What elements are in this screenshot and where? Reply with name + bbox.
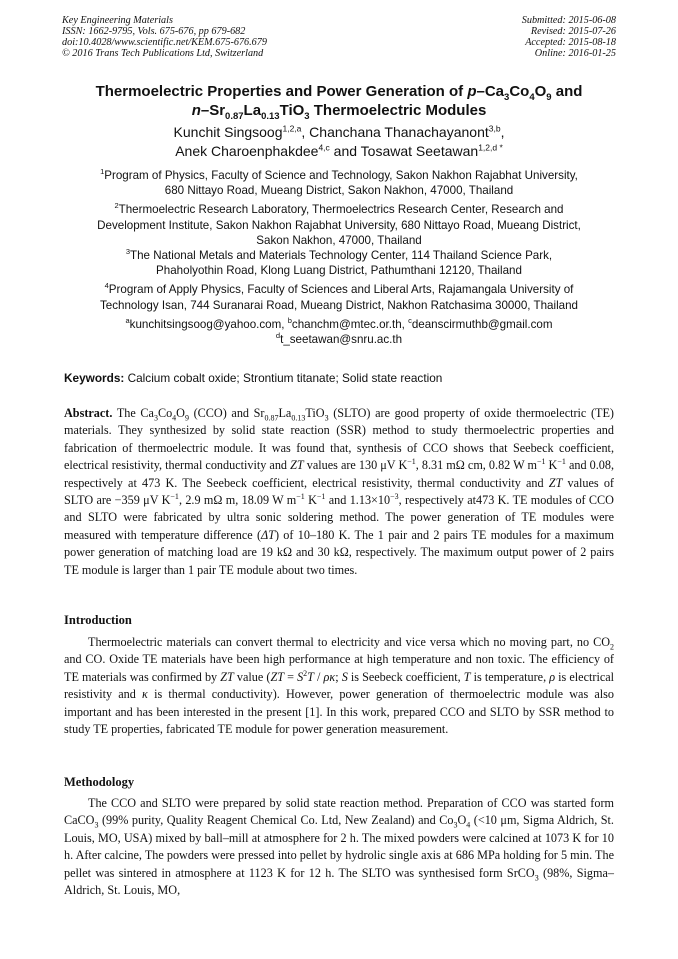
keywords-label: Keywords: (64, 371, 125, 385)
journal-name: Key Engineering Materials (62, 15, 173, 26)
submitted-date: Submitted: 2015-06-08 (521, 15, 616, 26)
journal-header (62, 15, 616, 59)
email-b[interactable]: chanchm@mtec.or.th, (291, 317, 405, 331)
keywords-text: Calcium cobalt oxide; Strontium titanate; Solid state reaction (124, 371, 443, 385)
affiliation-1: $^1$Program of Physics, Faculty of Science and Technology, Sakon Nakhon Rajabhat University, 680 Nittayo Road, Mueang District, Sakon Nakhon, 47000, Thailand (100, 167, 578, 198)
doi-line: doi:10.4028/www.scientific.net/KEM.675-676.679 (62, 37, 267, 48)
copyright-line: © 2016 Trans Tech Publications Ltd, Switzerland (62, 48, 264, 59)
author-emails: $^a$kunchitsingsoog@yahoo.com, $^b$chanchm@mtec.or.th, $^c$deanscirmuthb@gmail.com $^d$t_seetawan@snru.ac.th (125, 315, 553, 347)
paper-title: Thermoelectric Properties and Power Generation of $p-Ca_3Co_4O_9$ and $n-Sr_{0.87}La_{0.13}TiO_3$ Thermoelectric Modules (95, 83, 583, 122)
affiliation-2: $^2$Thermoelectric Research Laboratory, Thermoelectrics Research Center, Research and Development Institute, Sakon Nakhon Rajabhat University, 680 Nittayo Road, Mueang District, Sakon Nakhon, 47000, Thailand (97, 201, 581, 247)
methodology-paragraph: The CCO and SLTO were prepared by solid state reaction method. Preparation of CCO was started form CaCO$_3$ (99% purity, Quality Reagent Chemical Co. Ltd, New Zealand) and $Co_3O_4$ (<10 μm, Sigma Aldrich, St. Louis, MO, USA) mixed by ball–mill at atmosphere for 2 h. The mixed powders were calcined at 1073 K for 10 h. After calcine, The powders were pressed into pellet by hydrolic single axis at 686 MPa holding for 5 min. The pellet was sintered in atmosphere at 1123 K for 12 h. The SLTO was synthesised form SrCO$_3$ (98%, Sigma–Aldrich, St. Louis, MO, (64, 796, 615, 898)
publication-dates (522, 15, 616, 59)
accepted-date: Accepted: 2015-08-18 (525, 37, 616, 48)
abstract-label: Abstract. (64, 406, 113, 420)
email-a[interactable]: kunchitsingsoog@yahoo.com, (129, 317, 285, 331)
introduction-heading: Introduction (64, 613, 132, 627)
journal-info (62, 15, 267, 59)
email-c[interactable]: deanscirmuthb@gmail.com (411, 317, 553, 331)
issn-line: ISSN: 1662-9795, Vols. 675-676, pp 679-682 (62, 26, 246, 37)
online-date: Online: 2016-01-25 (534, 48, 616, 59)
affiliations (64, 168, 614, 347)
abstract: Abstract. The $Ca_3Co_4O_9$ (CCO) and $Sr_{0.87}La_{0.13}TiO_3$ (SLTO) are good property of oxide thermoelectric (TE) materials. They synthesized by solid state reaction (SSR) method to study thermoelectric properties and fabrication of thermoelectric module. It was found that, synthesis of CCO shows that Seebeck coefficient, electrical resistivity, thermal conductivity and ZT values are 130 μV $K^{-1}$, 8.31 mΩ cm, 0.82 W $m^{-1}$ $K^{-1}$ and 0.08, respectively at 473 K. The Seebeck coefficient, electrical resistivity, thermal conductivity and ZT values of SLTO are −359 μV $K^{-1}$, 2.9 mΩ m, 18.09 W $m^{-1}$ $K^{-1}$ and $1.13\times 10^{-3}$, respectively at473 K. TE modules of CCO and SLTO were fabricated by ultra sonic soldering method. The power generation of TE modules were measured with temperature difference (ΔT) of 10–180 K. The 1 pair and 2 pairs TE modules for a maximum power generation of matching load are 19 kΩ and 30 kΩ, respectively. The maximum output power of 2 pairs TE module is larger than 1 pair TE module about two times. (64, 406, 614, 577)
affiliation-4: $^4$Program of Apply Physics, Faculty of Sciences and Liberal Arts, Rajamangala University of Technology Isan, 744 Suranarai Road, Mueang District, Nakhon Ratchasima 30000, Thailand (100, 281, 578, 312)
methodology-heading: Methodology (64, 775, 135, 789)
affiliation-3: $^3$The National Metals and Materials Technology Center, 114 Thailand Science Park, Phaholyothin Road, Klong Luang District, Pathumthani 12120, Thailand (125, 247, 553, 278)
author-list: Kunchit Singsoog$^{1,2,a}$, Chanchana Thanachayanont$^{3,b}$, Anek Charoenphakdee$^{4,c}$ and Tosawat Seetawan$^{1,2,d *}$ (173, 123, 505, 159)
keywords (64, 371, 614, 386)
introduction-paragraph: Thermoelectric materials can convert thermal to electricity and vice versa which no moving part, no $CO_2$ and CO. Oxide TE materials have been high performance at high temperature and non toxic. The efficiency of TE materials was confirmed by ZT value ($ZT = S^2T / \rho\kappa$; S is Seebeck coefficient, T is temperature, ρ is electrical resistivity and κ is thermal conductivity). However, power generation of thermoelectric module was also important and has been interested in the present [1]. In this work, prepared CCO and SLTO by SSR method to study TE properties, fabricated TE module for power generation measurement. (64, 635, 615, 737)
email-d[interactable]: t_seetawan@snru.ac.th (280, 333, 403, 347)
revised-date: Revised: 2015-07-26 (530, 26, 616, 37)
